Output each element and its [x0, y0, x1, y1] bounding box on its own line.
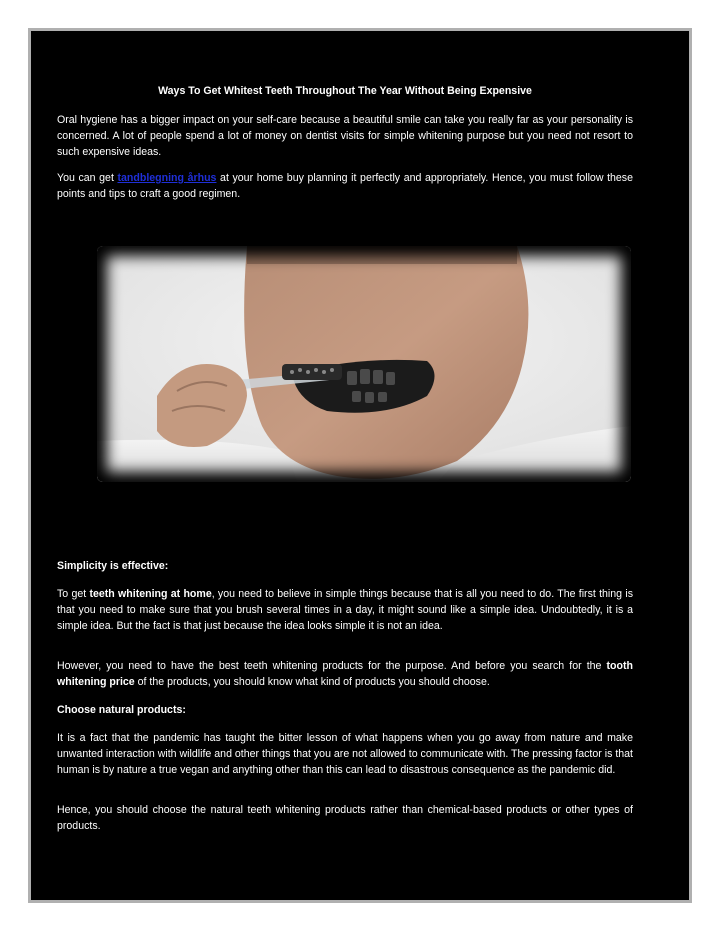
teeth-brushing-photo [97, 246, 631, 482]
paragraph-2-text-before: You can get [57, 172, 118, 184]
photo-illustration [97, 246, 631, 482]
document-title: Ways To Get Whitest Teeth Throughout The Year Without Being Expensive [158, 85, 532, 97]
section2-paragraph-2: Hence, you should choose the natural teeth whitening products rather than chemical-based products or other types of products. [57, 804, 633, 832]
section1-p2-after: of the products, you should know what kind of products you should choose. [134, 676, 490, 688]
section1-paragraph-1 [57, 586, 633, 634]
section1-paragraph-2 [57, 658, 633, 690]
section1-p2-before: However, you need to have the best teeth whitening products for the purpose. And before you search for the [57, 660, 607, 672]
section1-p1-after: , you need to believe in simple things because that is all you need to do. The first thing is that you need to make sure that you brush several times in a day, it might sound like a simple idea. Undoubtedly, it is a simple idea. But the fact is that just because the idea looks simple it is not an idea. [57, 588, 633, 632]
tooth-whitening-price-bold: tooth whitening price [57, 660, 633, 688]
paragraph-2 [57, 170, 633, 202]
intro-paragraph: Oral hygiene has a bigger impact on your self-care because a beautiful smile can take you really far as your personality is concerned. A lot of people spend a lot of money on dentist visits for simple whitening purpose but you need not resort to such expensive ideas. [57, 114, 633, 158]
section-heading-simplicity: Simplicity is effective: [57, 560, 169, 572]
section-heading-natural-products: Choose natural products: [57, 704, 186, 716]
teeth-whitening-at-home-bold: teeth whitening at home [89, 588, 212, 600]
paragraph-2-text-after: at your home buy planning it perfectly and appropriately. Hence, you must follow these points and tips to craft a good regimen. [57, 172, 633, 200]
section2-paragraph-1: It is a fact that the pandemic has taught the bitter lesson of what happens when you go away from nature and make unwanted interaction with wildlife and other things that you are not allowed to communicate with. The pressing factor is that human is by nature a true vegan and anything other than this can lead to disastrous consequence as the pandemic did. [57, 732, 633, 776]
tandblegning-link[interactable]: tandblegning århus [117, 172, 217, 184]
section1-p1-before: To get [57, 588, 90, 600]
